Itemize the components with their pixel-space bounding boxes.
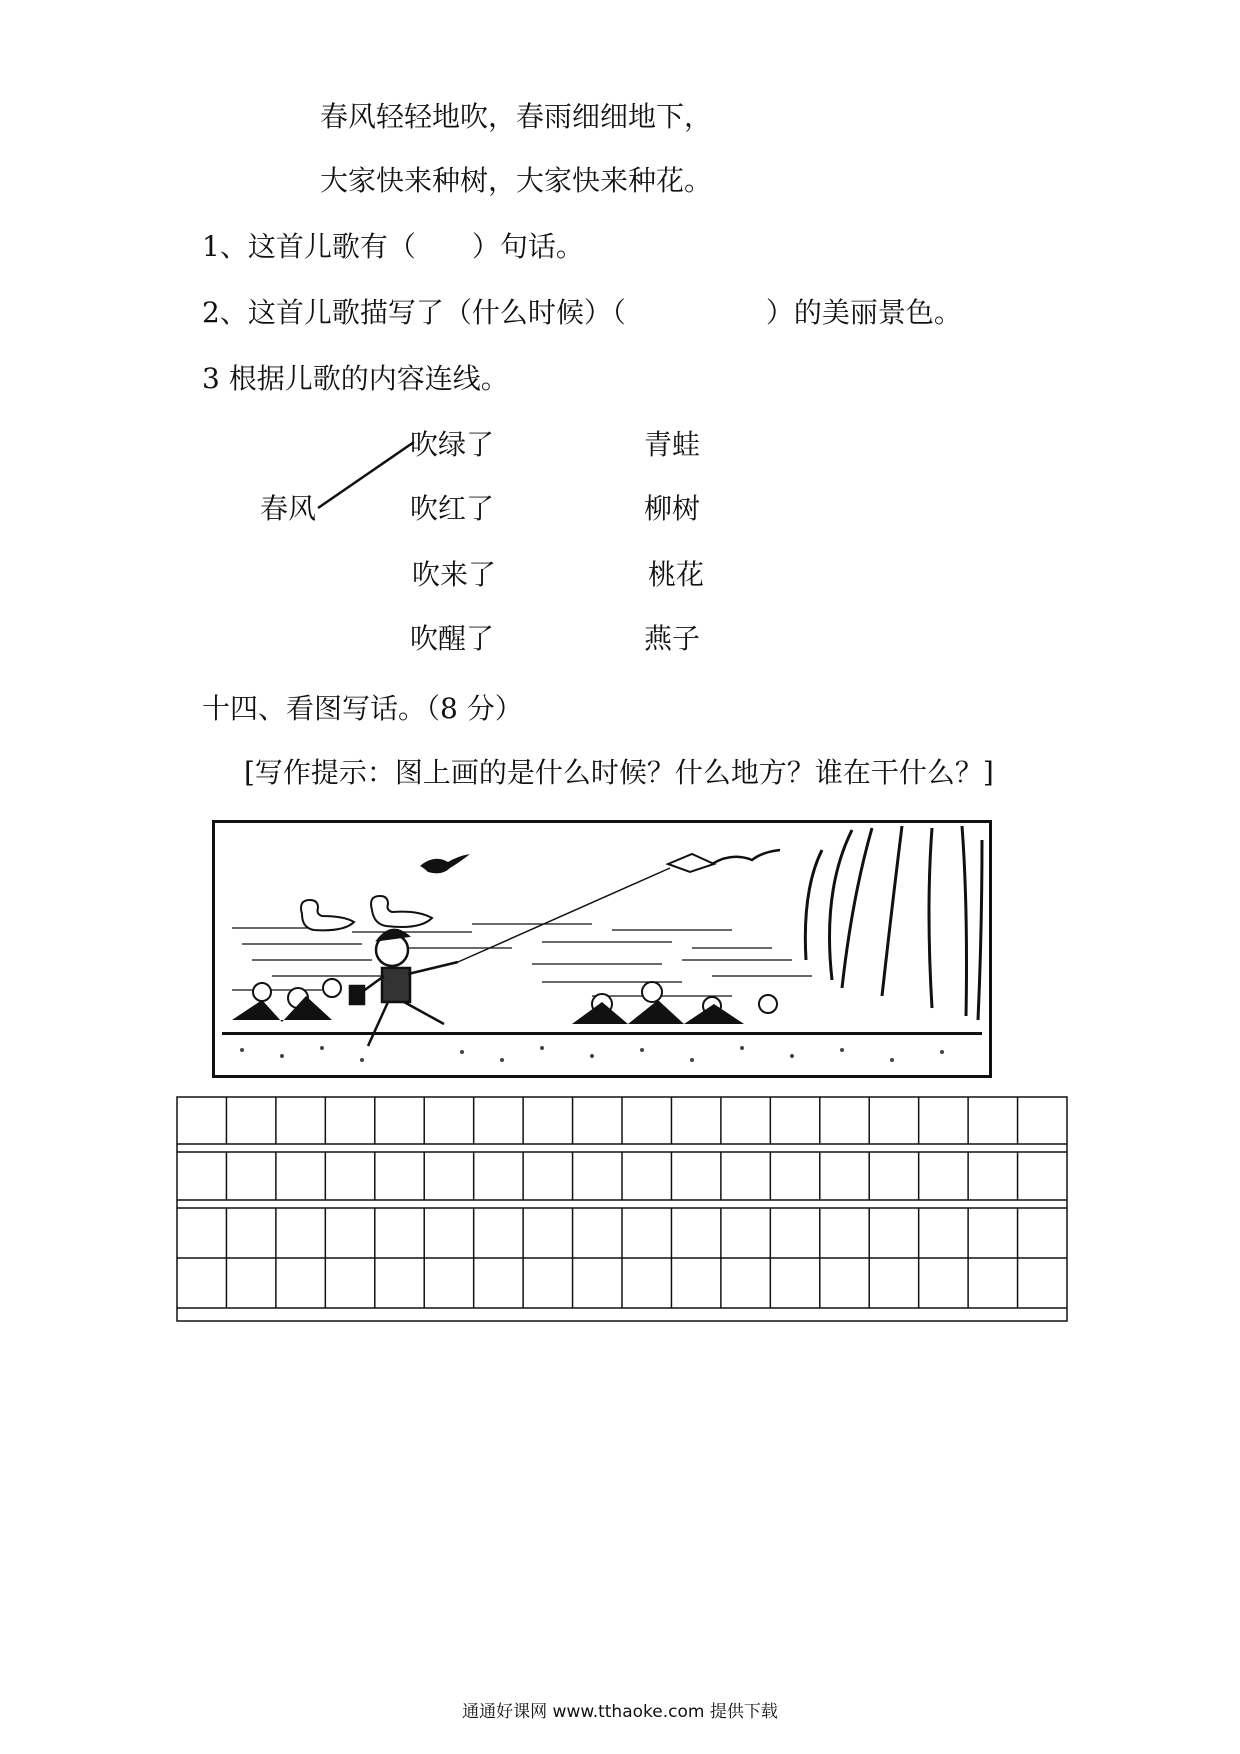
poem-line-1: 春风轻轻地吹，春雨细细地下， [320, 100, 713, 133]
question-2: 2、这首儿歌描写了（什么时候）（ ）的美丽景色。 [202, 296, 962, 329]
section-14-title: 十四、看图写话。（8 分） [202, 692, 523, 725]
match-middle-2: 吹红了 [410, 492, 495, 525]
question-1: 1、这首儿歌有（ ）句话。 [202, 230, 584, 263]
kite-flying-illustration [212, 820, 992, 1078]
match-right-1: 青蛙 [644, 428, 701, 461]
writing-hint: [写作提示：图上画的是什么时候？什么地方？谁在干什么？] [244, 756, 994, 789]
question-3: 3 根据儿歌的内容连线。 [202, 362, 509, 395]
footer-source: 通通好课网 www.tthaoke.com 提供下载 [462, 1702, 778, 1722]
match-middle-4: 吹醒了 [410, 622, 495, 655]
match-right-3: 桃花 [648, 558, 705, 591]
match-middle-3: 吹来了 [412, 558, 497, 591]
match-middle-1: 吹绿了 [410, 428, 495, 461]
match-right-4: 燕子 [644, 622, 701, 655]
poem-line-2: 大家快来种树，大家快来种花。 [320, 164, 713, 197]
match-right-2: 柳树 [644, 492, 701, 525]
match-left-spring-wind: 春风 [260, 492, 317, 525]
writing-grid[interactable] [176, 1096, 1068, 1322]
